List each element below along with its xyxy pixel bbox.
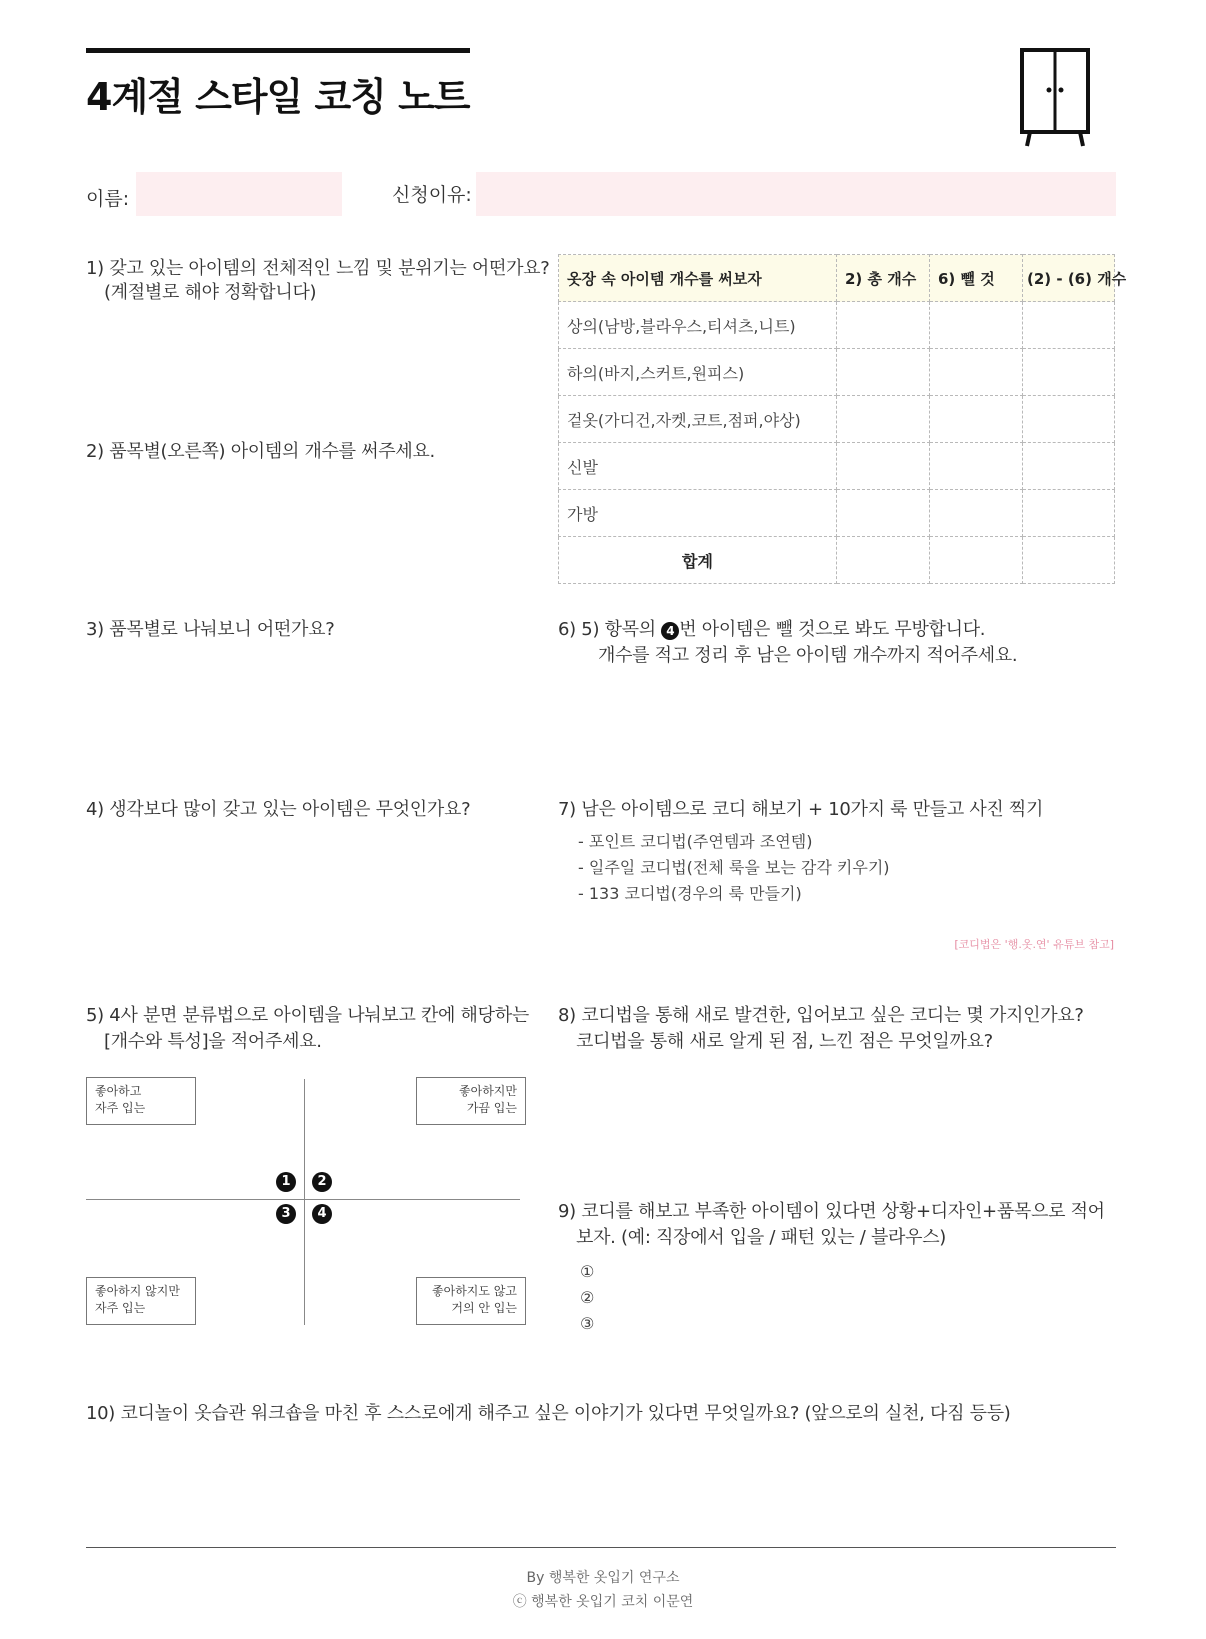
quadrant-text: 자주 입는 <box>95 1101 146 1115</box>
question-1: 1) 갖고 있는 아이템의 전체적인 느낌 및 분위기는 어떤가요? <box>86 258 550 279</box>
count-cell[interactable] <box>1023 490 1115 537</box>
question-5: 5) 4사 분면 분류법으로 아이템을 나눠보고 칸에 해당하는 <box>86 1005 529 1026</box>
answer-slot-1: ① <box>580 1262 595 1281</box>
marker-4-icon: 4 <box>312 1204 332 1224</box>
question-4: 4) 생각보다 많이 갖고 있는 아이템은 무엇인가요? <box>86 799 471 820</box>
table-row <box>559 302 1115 349</box>
reason-label: 신청이유: <box>392 184 472 206</box>
table-row <box>559 396 1115 443</box>
quadrant-bottom-left-label <box>86 1277 196 1325</box>
list-item: - 포인트 코디법(주연템과 조연템) <box>578 832 813 851</box>
count-cell[interactable] <box>837 302 930 349</box>
quadrant-text: 거의 안 입는 <box>451 1301 517 1315</box>
count-cell[interactable] <box>1023 302 1115 349</box>
table-row <box>559 349 1115 396</box>
count-cell[interactable] <box>930 349 1023 396</box>
question-9-line2: 보자. (예: 직장에서 입을 / 패턴 있는 / 블라우스) <box>576 1227 947 1248</box>
question-6 <box>558 617 985 643</box>
question-2: 2) 품목별(오른쪽) 아이템의 개수를 써주세요. <box>86 441 435 462</box>
quadrant-text: 가끔 입는 <box>466 1101 517 1115</box>
row-label: 상의(남방,블라우스,티셔츠,니트) <box>559 302 837 349</box>
list-item: - 133 코디법(경우의 룩 만들기) <box>578 884 802 903</box>
footer-credit: By 행복한 옷입기 연구소 <box>526 1570 680 1586</box>
quadrant-horizontal-axis <box>86 1199 520 1200</box>
total-label: 합계 <box>559 537 837 584</box>
question-3: 3) 품목별로 나눠보니 어떤가요? <box>86 619 335 640</box>
question-8: 8) 코디법을 통해 새로 발견한, 입어보고 싶은 코디는 몇 가지인가요? <box>558 1005 1084 1026</box>
count-cell[interactable] <box>930 490 1023 537</box>
question-5-line2: [개수와 특성]을 적어주세요. <box>104 1031 322 1052</box>
count-cell[interactable] <box>1023 396 1115 443</box>
marker-1-icon: 1 <box>276 1172 296 1192</box>
quadrant-text: 좋아하지도 않고 <box>432 1284 517 1298</box>
count-cell[interactable] <box>930 302 1023 349</box>
count-cell[interactable] <box>1023 443 1115 490</box>
quadrant-text: 좋아하고 <box>95 1084 142 1098</box>
count-cell[interactable] <box>1023 537 1115 584</box>
count-cell[interactable] <box>1023 349 1115 396</box>
table-header-row <box>559 255 1115 302</box>
table-row <box>559 490 1115 537</box>
count-cell[interactable] <box>930 537 1023 584</box>
quadrant-bottom-right-label <box>416 1277 526 1325</box>
quadrant-text: 좋아하지만 <box>459 1084 517 1098</box>
count-cell[interactable] <box>837 396 930 443</box>
name-label: 이름: <box>86 188 130 210</box>
answer-slot-2: ② <box>580 1288 595 1307</box>
footer-copyright: ⓒ 행복한 옷입기 코치 이문연 <box>512 1594 694 1610</box>
title-rule <box>86 48 470 53</box>
item-count-table <box>558 254 1127 584</box>
quadrant-text: 자주 입는 <box>95 1301 146 1315</box>
table-header: (2) - (6) 개수 <box>1023 255 1115 302</box>
question-1-note: (계절별로 해야 정확합니다) <box>104 282 317 303</box>
question-6-line2: 개수를 적고 정리 후 남은 아이템 개수까지 적어주세요. <box>598 645 1018 666</box>
table-header: 옷장 속 아이템 개수를 써보자 <box>559 255 837 302</box>
question-8-line2: 코디법을 통해 새로 알게 된 점, 느낀 점은 무엇일까요? <box>576 1031 993 1052</box>
count-cell[interactable] <box>837 349 930 396</box>
marker-3-icon: 3 <box>276 1204 296 1224</box>
table-header: 6) 뺄 것 <box>930 255 1023 302</box>
reason-field[interactable] <box>476 172 1116 216</box>
row-label: 가방 <box>559 490 837 537</box>
youtube-note: [코디법은 '행.옷.연' 유튜브 참고] <box>954 938 1114 951</box>
answer-slot-3: ③ <box>580 1314 595 1333</box>
row-label: 겉옷(가디건,자켓,코트,점퍼,야상) <box>559 396 837 443</box>
question-6-suffix: 번 아이템은 뺄 것으로 봐도 무방합니다. <box>679 619 986 640</box>
count-cell[interactable] <box>837 537 930 584</box>
marker-2-icon: 2 <box>312 1172 332 1192</box>
wardrobe-icon <box>1010 46 1100 150</box>
name-field[interactable] <box>136 172 342 216</box>
quadrant-vertical-axis <box>304 1079 305 1325</box>
row-label: 하의(바지,스커트,원피스) <box>559 349 837 396</box>
table-total-row <box>559 537 1115 584</box>
question-6-prefix: 6) 5) 항목의 <box>558 619 656 640</box>
page-title: 4계절 스타일 코칭 노트 <box>86 75 470 119</box>
footer-rule <box>86 1547 1116 1548</box>
marker-4-icon: 4 <box>661 622 679 640</box>
count-cell[interactable] <box>930 443 1023 490</box>
table-row <box>559 443 1115 490</box>
count-cell[interactable] <box>930 396 1023 443</box>
quadrant-top-left-label <box>86 1077 196 1125</box>
row-label: 신발 <box>559 443 837 490</box>
question-7: 7) 남은 아이템으로 코디 해보기 + 10가지 룩 만들고 사진 찍기 <box>558 799 1044 820</box>
quadrant-top-right-label <box>416 1077 526 1125</box>
count-cell[interactable] <box>837 443 930 490</box>
question-10: 10) 코디놀이 옷습관 워크숍을 마친 후 스스로에게 해주고 싶은 이야기가 있다면 무엇일까요? (앞으로의 실천, 다짐 등등) <box>86 1403 1011 1424</box>
quadrant-text: 좋아하지 않지만 <box>95 1284 180 1298</box>
table-header: 2) 총 개수 <box>837 255 930 302</box>
count-cell[interactable] <box>837 490 930 537</box>
list-item: - 일주일 코디법(전체 룩을 보는 감각 키우기) <box>578 858 890 877</box>
question-9: 9) 코디를 해보고 부족한 아이템이 있다면 상황+디자인+품목으로 적어 <box>558 1201 1105 1222</box>
